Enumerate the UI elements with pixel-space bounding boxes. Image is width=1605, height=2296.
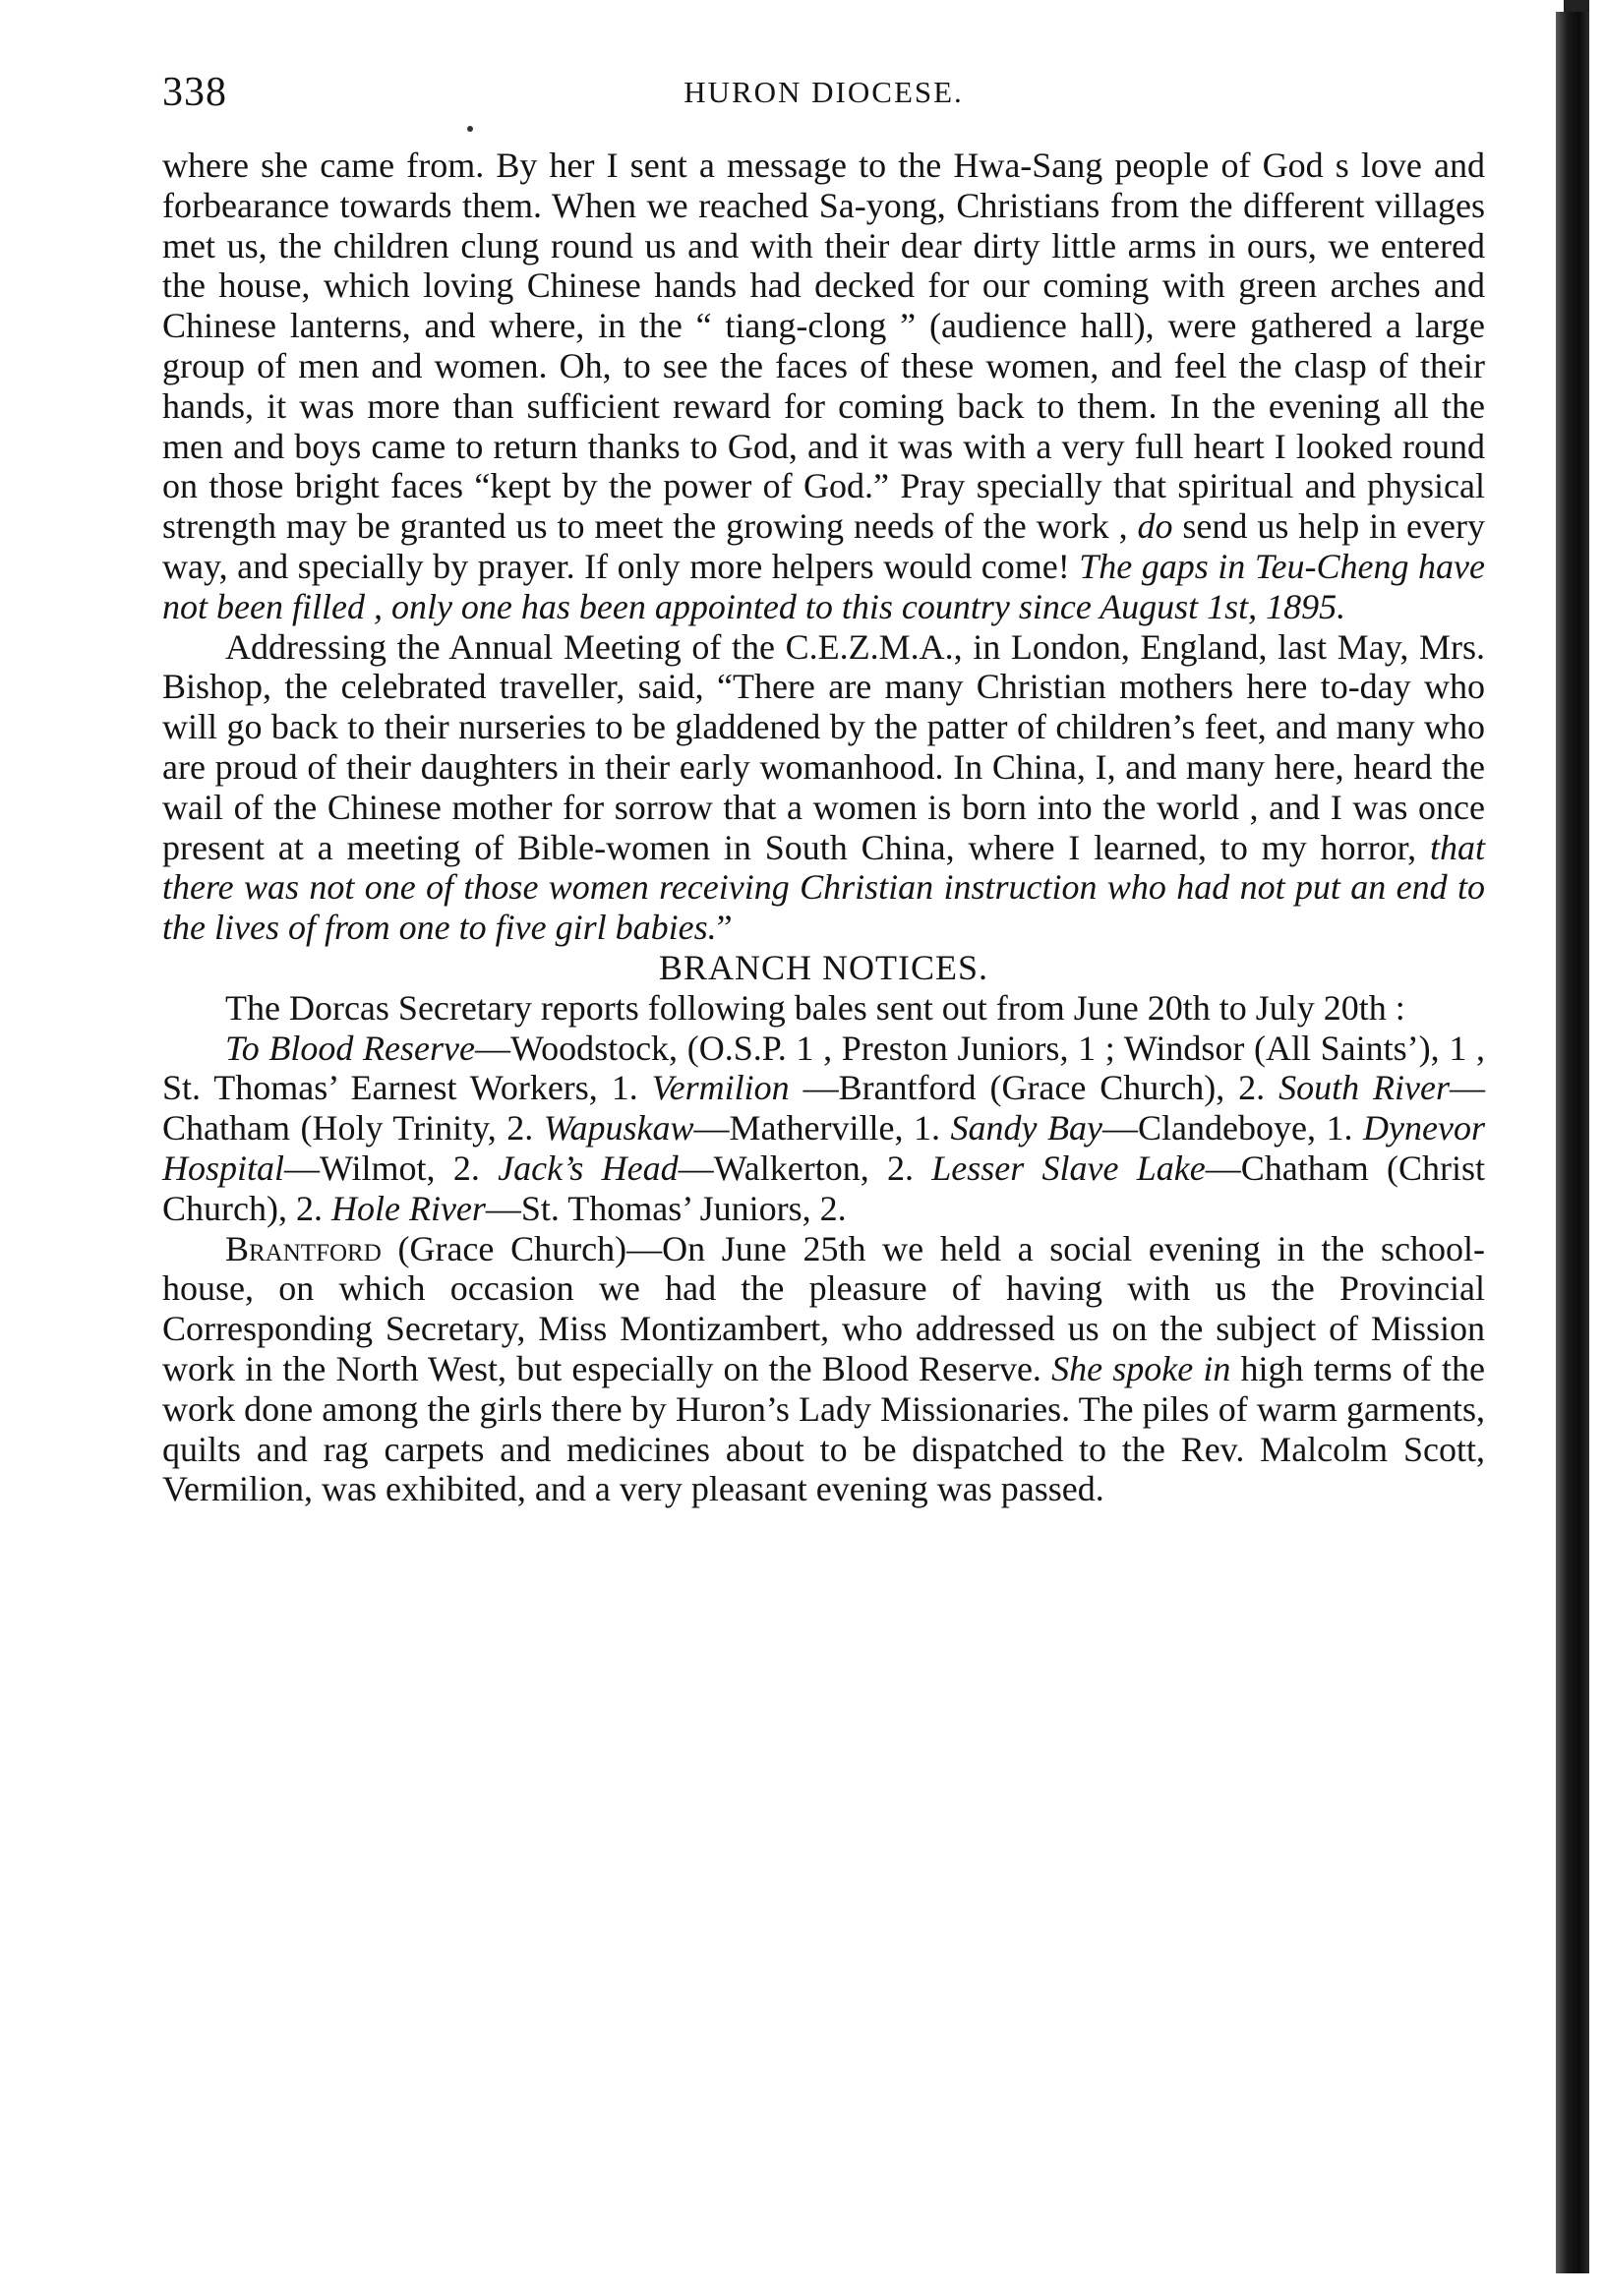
paragraph-text: —Matherville, 1. bbox=[693, 1108, 951, 1148]
page-header bbox=[162, 69, 1485, 128]
italic-note: The gaps in Teu-Cheng have not been filled , only one has been appointed to this country since August 1st, 1895. bbox=[162, 546, 1485, 626]
paragraph-dorcas-report: The Dorcas Secretary reports following bales sent out from June 20th to July 20th : bbox=[225, 987, 1405, 1028]
paragraph-text: —Chatham (Christ Church), 2. bbox=[162, 1148, 1485, 1228]
emphasis-text: do bbox=[1137, 506, 1173, 547]
paragraph-text: —Brantford (Grace Church), 2. bbox=[789, 1068, 1279, 1108]
destination-name: South River bbox=[1278, 1068, 1450, 1108]
paragraph-text: —Walkerton, 2. bbox=[678, 1148, 932, 1188]
page-number: 338 bbox=[162, 70, 227, 115]
destination-name: Jack’s Head bbox=[498, 1148, 679, 1188]
branch-name: Brantford bbox=[225, 1228, 382, 1268]
closing-quote: ” bbox=[716, 908, 733, 948]
paragraph-text: (Grace Church)—On June 25th we held a social evening in the school-house, on which occasion we had the pleasure of having with us the Provincial Corresponding Secretary, Miss Montizambert, who addressed us on the subject of Mission work in the North West, but especially on the Blood Reserve. bbox=[162, 1228, 1485, 1388]
destination-name: To Blood Reserve bbox=[225, 1028, 475, 1068]
paragraph-text: —Clandeboye, 1. bbox=[1102, 1108, 1364, 1148]
destination-name: Lesser Slave Lake bbox=[931, 1148, 1206, 1188]
paragraph-text: —Woodstock, (O.S.P. 1 , Preston Juniors, 1 ; Windsor (All Saints’), 1 , St. Thomas’ Earnest Workers, 1. bbox=[162, 1028, 1485, 1108]
paragraph-text: where she came from. By her I sent a message to the Hwa-Sang people of God s love and forbearance towards them. When we reached Sa-yong, Christians from the different villages met us, the children clung round us and with their dear dirty little arms in ours, we entered the house, which loving Chinese hands had decked for our coming with green arches and Chinese lanterns, and where, in the “ tiang-clong ” (audience hall), were gathered a large group of men and women. Oh, to see the faces of these women, and feel the clasp of their hands, it was more than sufficient reward for coming back to them. In the evening all the men and boys came to return thanks to God, and it was with a very full heart I looked round on those bright faces “kept by the power of God.” Pray specially that spiritual and physical strength may be granted us to meet the growing needs of the work , bbox=[162, 146, 1485, 547]
destination-name: Dynevor Hospital bbox=[162, 1108, 1485, 1188]
italic-text: She spoke in bbox=[1051, 1348, 1231, 1388]
destination-name: Vermilion bbox=[651, 1068, 790, 1108]
paragraph-text: high terms of the work done among the girls there by Huron’s Lady Missionaries. The piles of warm garments, quilts and rag carpets and medicines about to be dispatched to the Rev. Malcolm Scott, Vermilion, was exhibited, and a very pleasant evening was passed. bbox=[162, 1348, 1485, 1509]
book-spine-shadow bbox=[1556, 12, 1589, 2273]
print-speck bbox=[467, 126, 473, 132]
paragraph-brantford-notice bbox=[162, 1229, 1485, 1510]
section-heading: BRANCH NOTICES. bbox=[658, 947, 989, 987]
paragraph-text: —Chatham (Holy Trinity, 2. bbox=[162, 1068, 1485, 1148]
destination-name: Wapuskaw bbox=[543, 1108, 694, 1148]
paragraph-text: Addressing the Annual Meeting of the C.E.Z.M.A., in London, England, last May, Mrs. Bishop, the celebrated traveller, said, “There are many Christian mothers here to-day who will go back to their nurseries to be gladdened by the patter of children’s feet, and many who are proud of their daughters in their early womanhood. In China, I, and many here, heard the wail of the Chinese mother for sorrow that a women is born into the world , and I was once present at a meeting of Bible-women in South China, where I learned, to my horror, bbox=[162, 626, 1485, 867]
running-head: HURON DIOCESE. bbox=[684, 75, 964, 109]
destination-name: Sandy Bay bbox=[950, 1108, 1103, 1148]
paragraph-text: —St. Thomas’ Juniors, 2. bbox=[485, 1188, 847, 1228]
paragraph-bales-list bbox=[162, 1029, 1485, 1229]
destination-name: Hole River bbox=[330, 1188, 486, 1228]
italic-quote: that there was not one of those women receiving Christian instruction who had not put an end to the lives of from one to five girl babies. bbox=[162, 827, 1485, 948]
body-text bbox=[162, 146, 1485, 1509]
paragraph-annual-meeting bbox=[162, 627, 1485, 948]
paragraph-text: —Wilmot, 2. bbox=[284, 1148, 499, 1188]
paragraph-letter-continued bbox=[162, 146, 1485, 627]
paragraph-text: send us help in every way, and specially by prayer. If only more helpers would come! bbox=[162, 506, 1485, 586]
